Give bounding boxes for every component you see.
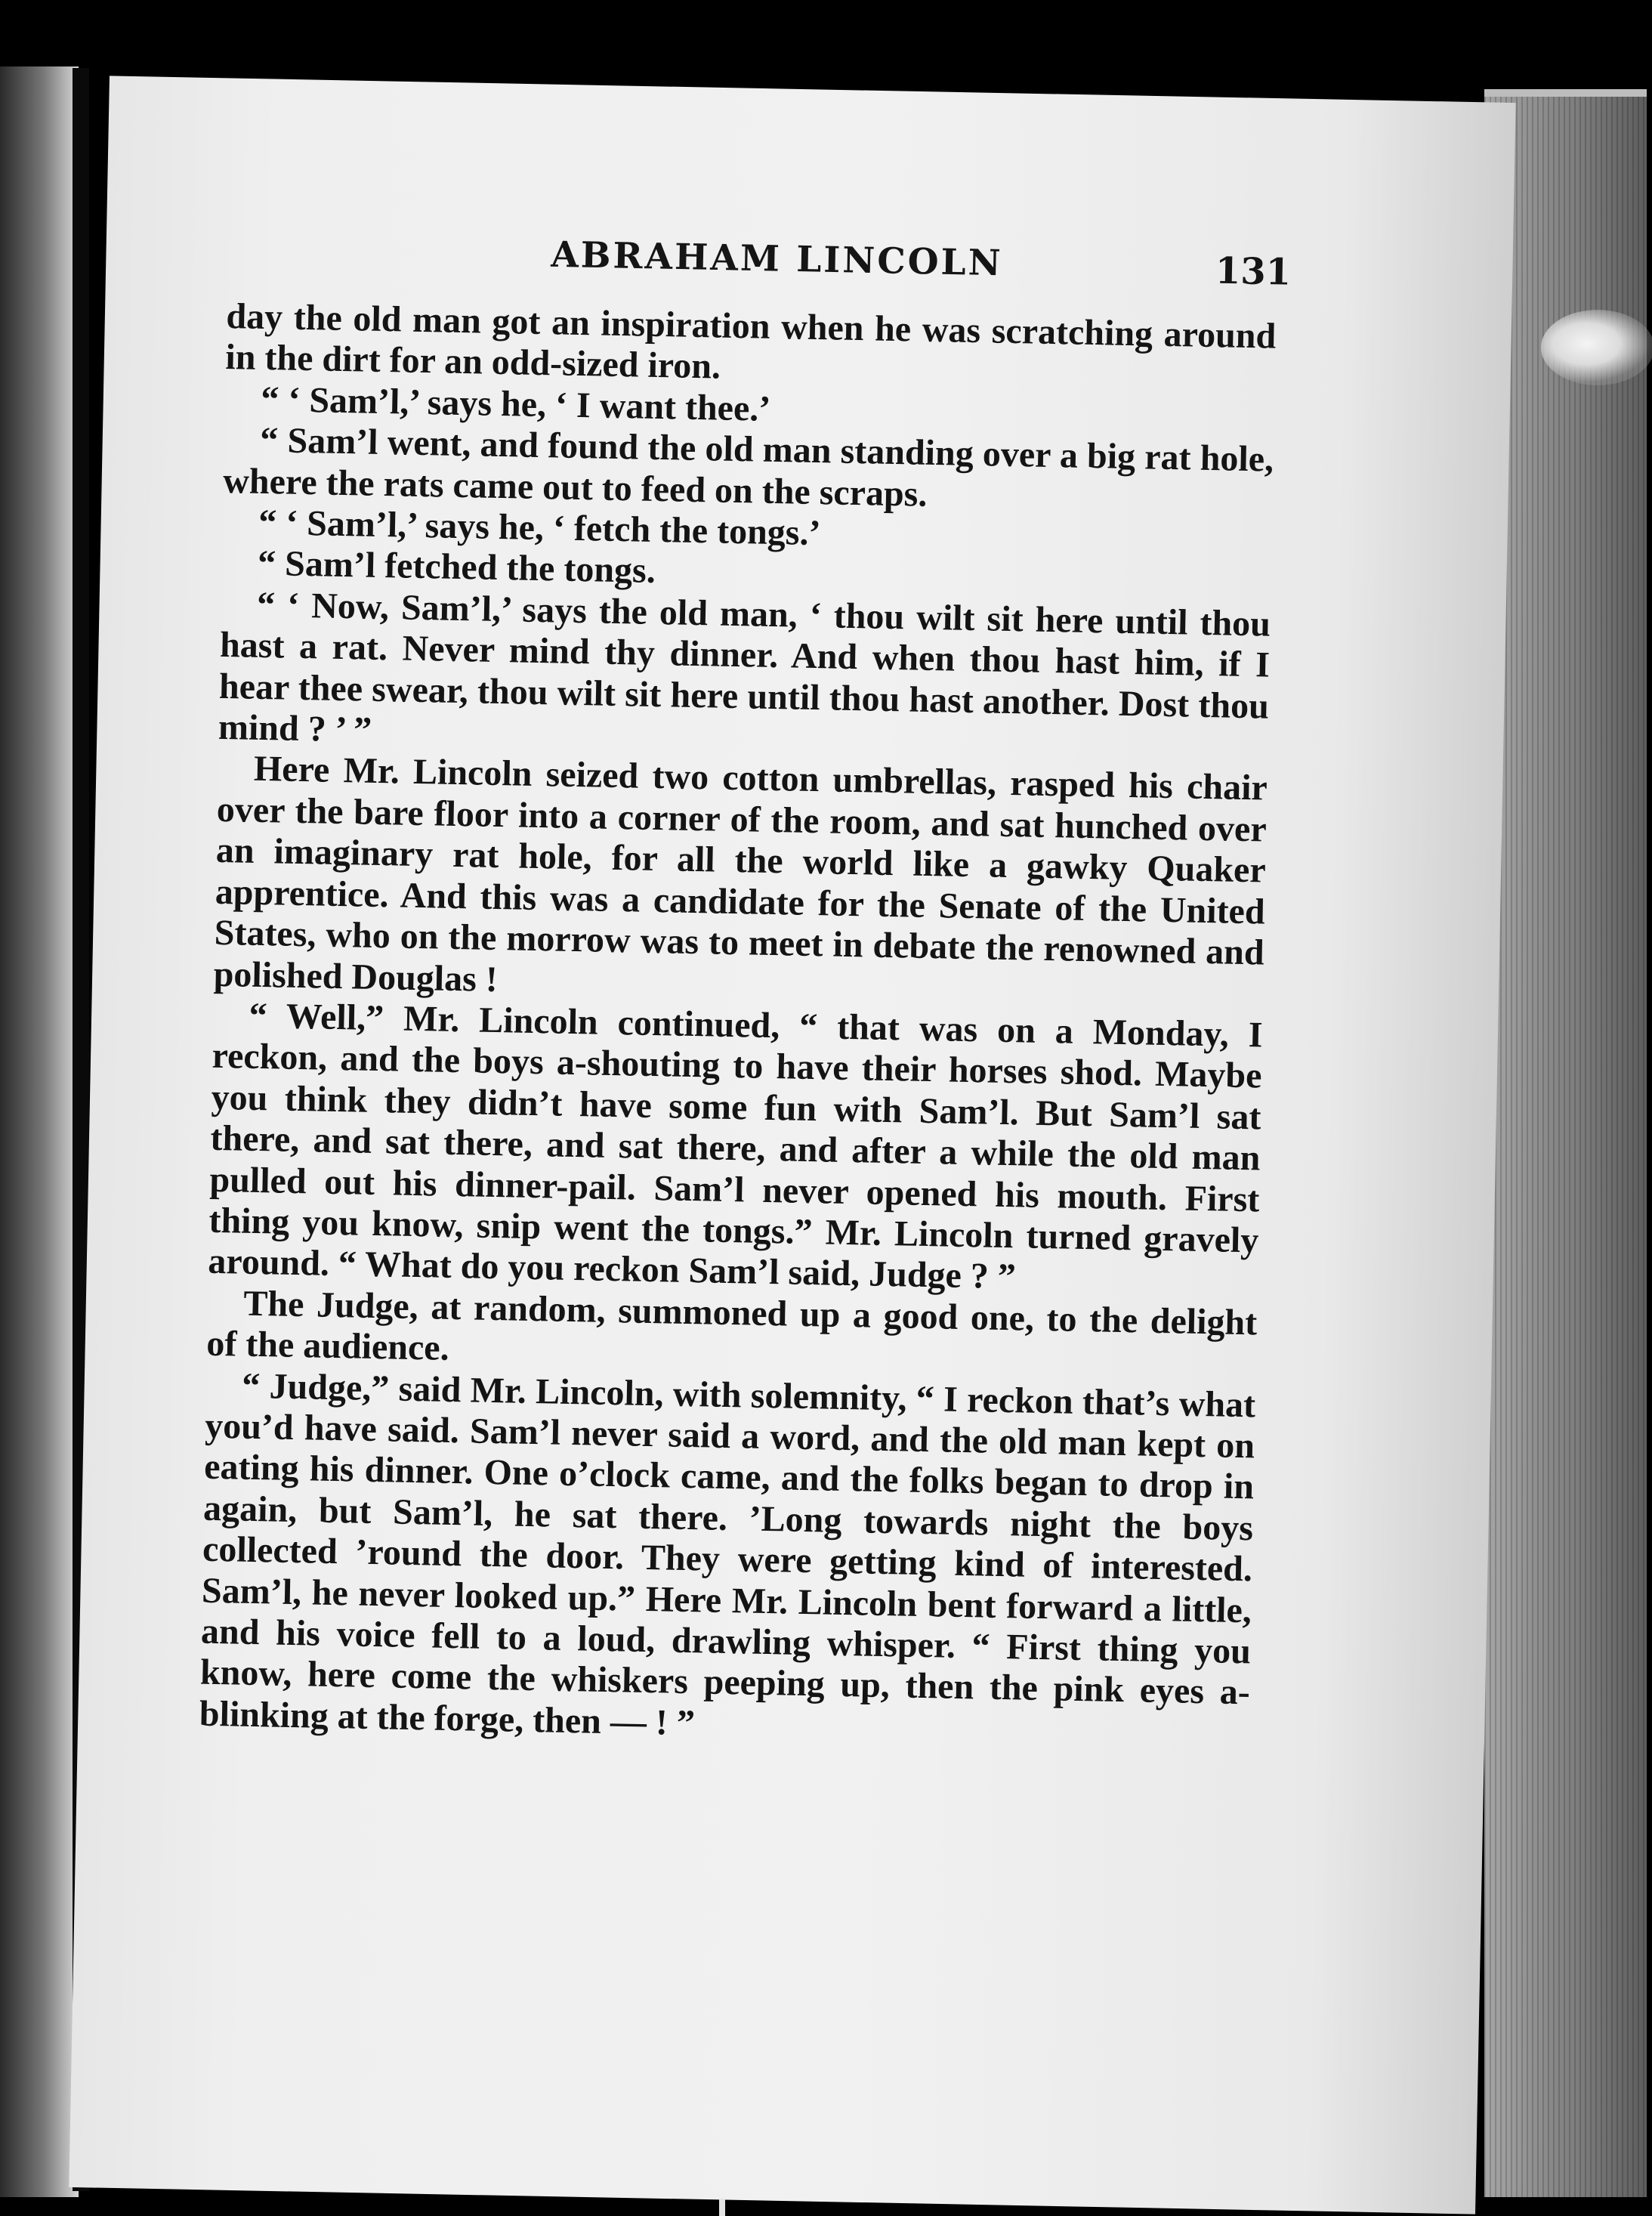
paragraph: “ Sam’l fetched the tongs. — [257, 543, 656, 592]
paragraph: The Judge, at random, summoned up a good one, to the delight of the audience. — [205, 1283, 1258, 1369]
previous-page-edge — [0, 66, 79, 2197]
paragraph: “ Well,” Mr. Lincoln continued, “ that was on a Monday, I reckon, and the boys a-shouting to have their horses shod. Maybe you think they didn’t have some fun with Sam’l. But Sam’l sat there, and sat there, and sat there, and after a while the old man pulled out his dinner-pail. Sam’l never opened his mouth. First thing you know, snip went the tongs.” Mr. Lincoln turned gravely around. “ What do you reckon Sam’l said, Judge ? ” — [207, 995, 1263, 1297]
paragraph: “ ‘ Sam’l,’ says he, ‘ I want thee.’ — [260, 379, 771, 429]
paragraph: “ ‘ Now, Sam’l,’ says the old man, ‘ thou wilt sit here until thou hast a rat. Never mind thy dinner. And when thou hast him, if I hear thee swear, thou wilt sit here until thou hast another. Dost thou mind ? ’ ” — [218, 584, 1271, 750]
page-number: 131 — [1215, 249, 1292, 294]
paragraph: Here Mr. Lincoln seized two cotton umbrellas, rasped his chair over the bare floor into a corner of the room, and sat hunched over an imaginary rat hole, for all the world like a gawky Quaker apprentice. And this was a candidate for the Senate of the United States, who on the morrow was to meet in debate the renowned and polished Douglas ! — [213, 749, 1268, 1000]
paragraph: “ Judge,” said Mr. Lincoln, with solemnity, “ I reckon that’s what you’d have said. Sam’l never said a word, and the old man kept on eating his dinner. One o’clock came, and the folks began to drop in again, but Sam’l, he sat there. ’Long towards night the boys collected ’round the door. They were getting kind of interested. Sam’l, he never looked up.” Here Mr. Lincoln bent forward a little, and his voice fell to a loud, drawling whisper. “ First thing you know, here come the whiskers peeping up, then the pink eyes a-blinking at the forge, then — ! ” — [199, 1365, 1256, 1744]
paragraph: day the old man got an inspiration when he was scratching around in the dirt for an odd-sized iron. — [224, 296, 1277, 387]
running-head: ABRAHAM LINCOLN — [550, 233, 1004, 285]
body-text — [199, 296, 1276, 1755]
paragraph: “ ‘ Sam’l,’ says he, ‘ fetch the tongs.’ — [258, 502, 821, 554]
scan-artifact — [719, 2199, 725, 2216]
page-smudge — [1541, 310, 1652, 385]
paragraph: “ Sam’l went, and found the old man standing over a big rat hole, where the rats came out to feed on the scraps. — [222, 420, 1274, 515]
